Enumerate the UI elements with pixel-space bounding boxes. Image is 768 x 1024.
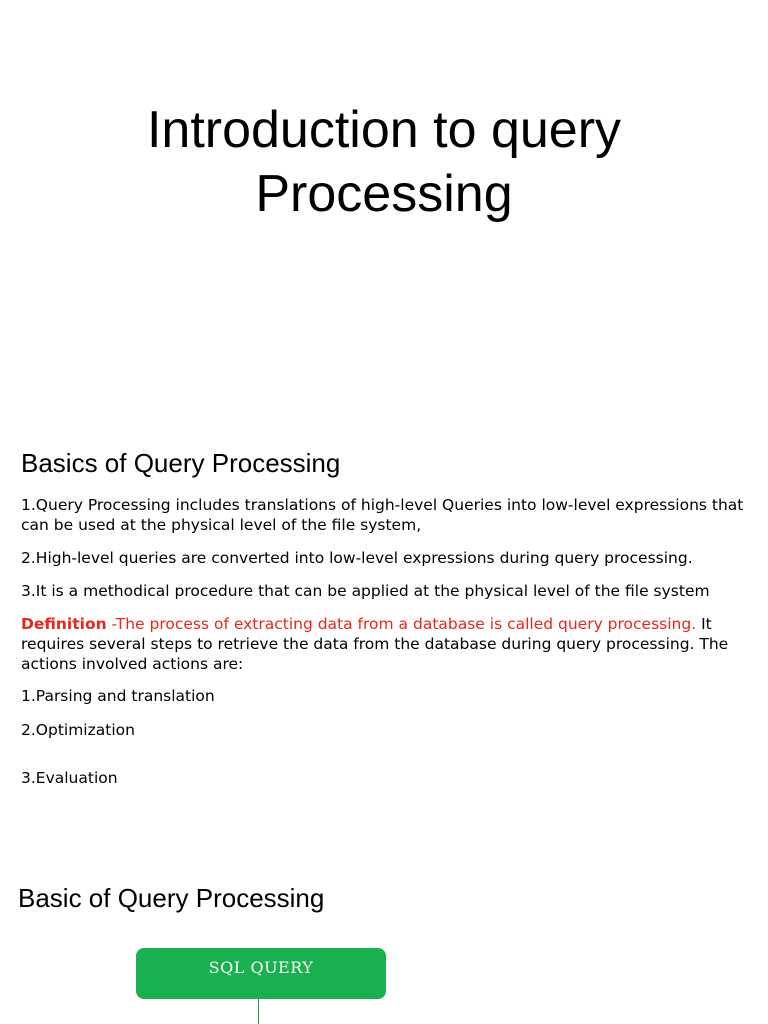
diagram-connector-line [258, 999, 259, 1024]
basics-heading: Basics of Query Processing [21, 448, 341, 478]
point-1: 1.Query Processing includes translations of high-level Queries into low-level expressions that can be used at the physical level of the file system, [21, 496, 744, 534]
definition-rest: It requires several steps to retrieve the data from the database during query processing. The actions involved actions are: [21, 615, 729, 673]
sql-query-box [136, 948, 386, 999]
definition-label: Definition [21, 615, 107, 633]
step-3: 3.Evaluation [21, 769, 118, 787]
page-title-line-2: Processing [255, 165, 513, 223]
point-3: 3.It is a methodical procedure that can be applied at the physical level of the file system [21, 582, 710, 600]
point-2: 2.High-level queries are converted into low-level expressions during query processing. [21, 549, 693, 567]
page-title-line-1: Introduction to query [146, 101, 622, 159]
step-1: 1.Parsing and translation [21, 687, 215, 705]
definition-label-group [21, 615, 696, 633]
definition-paragraph [21, 614, 751, 674]
diagram-heading: Basic of Query Processing [18, 883, 325, 913]
sql-query-label: SQL QUERY [208, 958, 314, 977]
step-2: 2.Optimization [21, 721, 135, 739]
definition-highlight: -The process of extracting data from a database is called query processing. [106, 615, 697, 633]
page-title [0, 98, 768, 226]
